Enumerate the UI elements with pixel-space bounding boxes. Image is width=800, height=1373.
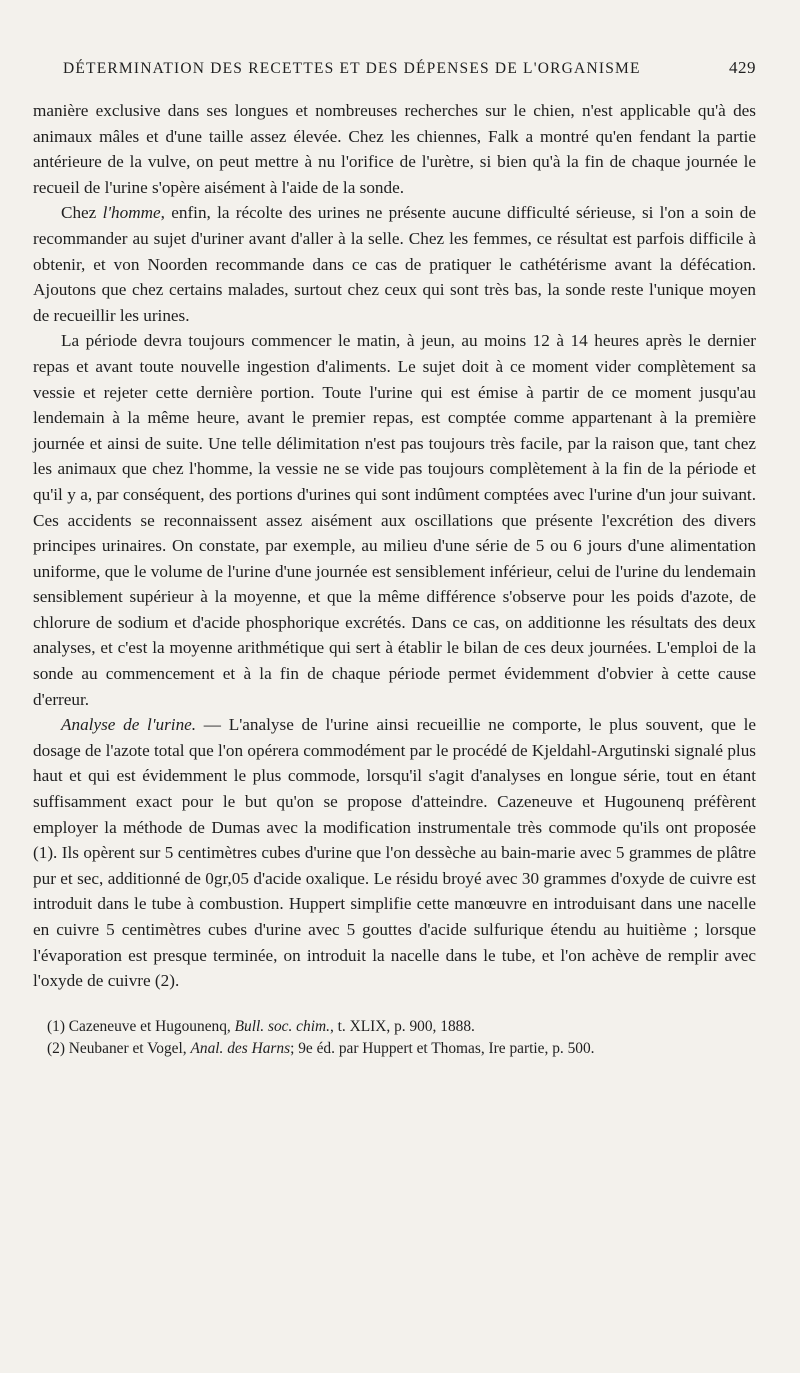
- paragraph-1: manière exclusive dans ses longues et nombreuses recherches sur le chien, n'est applicable qu'à des animaux mâles et d'une taille assez élevée. Chez les chiennes, Falk a montré qu'en fendant la partie antérieure de la vulve, on peut mettre à nu l'orifice de l'urètre, si bien qu'à la fin de chaque journée le recueil de l'urine s'opère aisément à l'aide de la sonde.: [33, 101, 756, 197]
- footnote-1-rest: , t. XLIX, p. 900, 1888.: [329, 1017, 475, 1035]
- paragraph-4: [33, 712, 756, 994]
- footnote-1-start: (1) Cazeneuve et Hugounenq,: [47, 1017, 235, 1035]
- section-heading-analyse: Analyse de l'urine.: [61, 715, 197, 735]
- running-header: [33, 58, 756, 78]
- footnotes: [33, 1016, 756, 1060]
- footnote-2-rest: ; 9e éd. par Huppert et Thomas, Ire partie, p. 500.: [290, 1039, 595, 1057]
- footnote-2: [33, 1038, 756, 1060]
- paragraph-4-rest: — L'analyse de l'urine ainsi recueillie ne comporte, le plus souvent, que le dosage de l'azote total que l'on opérera commodément par le procédé de Kjeldahl-Argutinski signalé plus haut et qui est évidemment le plus commode, lorsqu'il s'agit d'analyses en longue série, tout en étant suffisamment exact pour le but qu'on se propose d'atteindre. Cazeneuve et Hugounenq préfèrent employer la méthode de Dumas avec la modification instrumentale très commode qu'ils ont proposée (1). Ils opèrent sur 5 centimètres cubes d'urine que l'on dessèche au bain-marie avec 5 grammes de plâtre pur et sec, additionné de 0gr,05 d'acide oxalique. Le résidu broyé avec 30 grammes d'oxyde de cuivre est introduit dans le tube à combustion. Huppert simplifie cette manœuvre en introduisant dans une nacelle en cuivre 5 centimètres cubes d'urine avec 5 gouttes d'acide sulfurique étendu au huitième ; lorsque l'évaporation est presque terminée, on introduit la nacelle dans le tube, et l'on achève de remplir avec l'oxyde de cuivre (2).: [33, 715, 756, 991]
- footnote-1-journal: Bull. soc. chim.: [234, 1017, 330, 1035]
- body-text: [33, 98, 756, 994]
- paragraph-2-rest: , enfin, la récolte des urines ne présente aucune difficulté sérieuse, si l'on a soin de recommander au sujet d'uriner avant d'aller à la selle. Chez les femmes, ce résultat est parfois difficile à obtenir, et von Noorden recommande dans ce cas de pratiquer le cathétérisme avant la défécation. Ajoutons que chez certains malades, surtout chez ceux qui sont très bas, la sonde reste l'unique moyen de recueillir les urines.: [33, 203, 756, 325]
- running-title: DÉTERMINATION DES RECETTES ET DES DÉPENSES DE L'ORGANISME: [63, 60, 641, 77]
- paragraph-2-start: Chez: [61, 203, 103, 223]
- footnote-2-title: Anal. des Harns: [190, 1039, 291, 1057]
- footnote-2-start: (2) Neubaner et Vogel,: [47, 1039, 191, 1057]
- footnote-1: [33, 1016, 756, 1038]
- paragraph-2: [33, 200, 756, 328]
- paragraph-3: La période devra toujours commencer le matin, à jeun, au moins 12 à 14 heures après le dernier repas et avant toute nouvelle ingestion d'aliments. Le sujet doit à ce moment vider complètement sa vessie et rejeter cette dernière portion. Toute l'urine qui est émise à partir de ce moment jusqu'au lendemain à la même heure, avant le premier repas, est comptée comme appartenant à la première journée et ainsi de suite. Une telle délimitation n'est pas toujours très facile, par la raison que, tant chez les animaux que chez l'homme, la vessie ne se vide pas toujours complètement à la fin de la période et qu'il y a, par conséquent, des portions d'urines qui sont indûment comptées avec l'urine d'un jour suivant. Ces accidents se reconnaissent assez aisément aux oscillations que présente l'excrétion des divers principes urinaires. On constate, par exemple, au milieu d'une série de 5 ou 6 jours d'une alimentation uniforme, que le volume de l'urine d'une journée est sensiblement inférieur, celui de l'urine du lendemain sensiblement supérieur à la moyenne, et que la même différence s'observe pour les poids d'azote, de chlorure de sodium et d'acide phosphorique excrétés. Dans ce cas, on additionne les résultats des deux analyses, et c'est la moyenne arithmétique qui sert à établir le bilan de ces deux journées. L'emploi de la sonde au commencement et à la fin de chaque période permet évidemment d'obvier à cette cause d'erreur.: [33, 331, 756, 709]
- page-number: 429: [729, 58, 756, 77]
- paragraph-2-emphasis: l'homme: [102, 203, 161, 223]
